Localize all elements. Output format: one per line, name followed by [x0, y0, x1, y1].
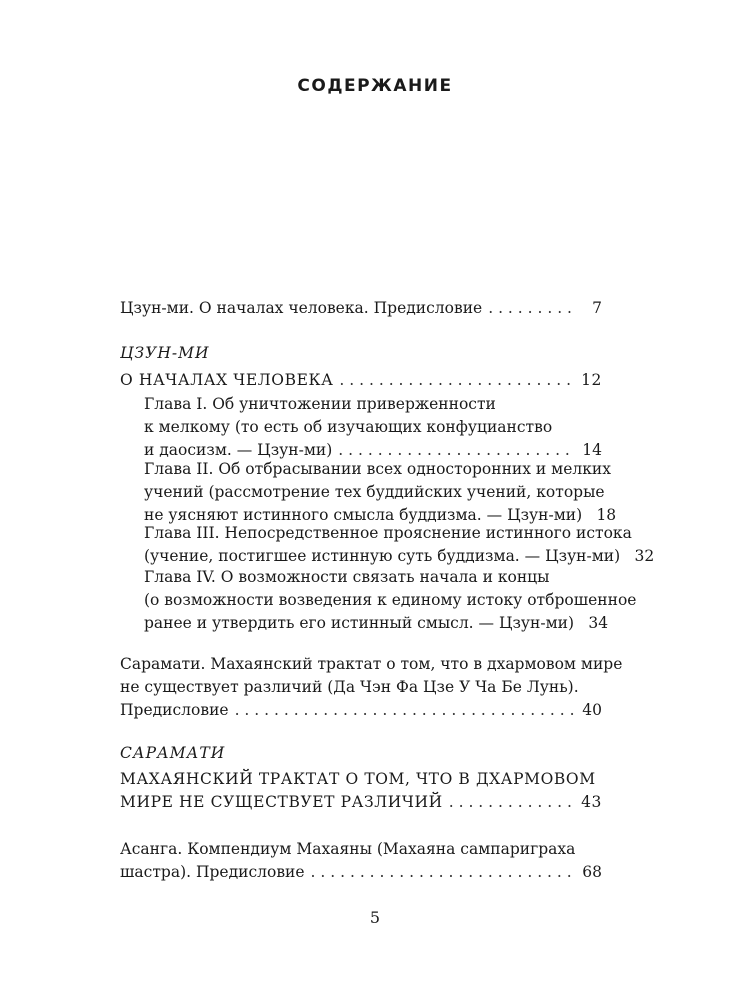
- page-title: СОДЕРЖАНИЕ: [297, 76, 453, 96]
- toc-entry-text: МАХАЯНСКИЙ ТРАКТАТ О ТОМ, ЧТО В ДХАРМОВОМ: [120, 770, 596, 788]
- toc-entry-text: Глава III. Непосредственное прояснение истинного истока: [144, 524, 632, 542]
- toc-entry-text: Предисловие: [120, 701, 229, 719]
- toc-entry-chapter-3[interactable]: [144, 522, 655, 568]
- toc-page-number: 32: [634, 547, 655, 565]
- toc-entry-text: к мелкому (то есть об изучающих конфуцианство: [144, 418, 553, 436]
- toc-entry-text: и даосизм. — Цзун-ми): [144, 441, 333, 459]
- toc-entry-text: Сарамати. Махаянский трактат о том, что в дхармовом мире: [120, 655, 623, 673]
- section-heading-tsungmi: ЦЗУН-МИ: [120, 344, 210, 362]
- toc-page-number: 14: [582, 441, 602, 459]
- toc-entry-text: (о возможности возведения к единому истоку отброшенное: [144, 591, 637, 609]
- toc-entry-asanga-preface[interactable]: [120, 838, 602, 884]
- dot-leader: [311, 861, 574, 884]
- toc-entry-chapter-1[interactable]: [144, 393, 602, 462]
- toc-entry-text: не существует различий (Да Чэн Фа Цзе У Ча Бе Лунь).: [120, 678, 579, 696]
- toc-entry-text: учений (рассмотрение тех буддийских учений, которые: [144, 483, 605, 501]
- toc-entry-text: Цзун-ми. О началах человека. Предисловие: [120, 299, 483, 317]
- toc-entry-text: ранее и утвердить его истинный смысл. — Цзун-ми): [144, 614, 575, 632]
- dot-leader: [235, 699, 574, 722]
- toc-entry-text: Глава I. Об уничтожении приверженности: [144, 395, 496, 413]
- dot-leader: [488, 297, 574, 320]
- toc-entry-text: О НАЧАЛАХ ЧЕЛОВЕКА: [120, 371, 334, 389]
- toc-entry-tsungmi-preface[interactable]: [120, 297, 602, 320]
- toc-entry-text: Глава II. Об отбрасывании всех односторонних и мелких: [144, 460, 611, 478]
- toc-entry-saramati-preface[interactable]: [120, 653, 623, 722]
- toc-entry-mahayana-treatise[interactable]: [120, 768, 602, 814]
- toc-page-number: 12: [581, 371, 602, 389]
- toc-page-number: 7: [592, 299, 602, 317]
- page-number: 5: [369, 908, 381, 927]
- toc-page-number: 68: [582, 863, 602, 881]
- toc-page-number: 40: [582, 701, 602, 719]
- section-heading-saramati: САРАМАТИ: [120, 744, 226, 762]
- toc-entry-text: Асанга. Компендиум Махаяны (Махаяна сампариграха: [120, 840, 576, 858]
- toc-entry-chapter-4[interactable]: [144, 566, 637, 635]
- toc-entry-text: (учение, постигшее истинную суть буддизма. — Цзун-ми): [144, 547, 621, 565]
- toc-entry-text: МИРЕ НЕ СУЩЕСТВУЕТ РАЗЛИЧИЙ: [120, 793, 443, 811]
- toc-entry-text: Глава IV. О возможности связать начала и концы: [144, 568, 550, 586]
- dot-leader: [339, 369, 574, 392]
- dot-leader: [449, 791, 574, 814]
- toc-page-number: 18: [596, 506, 617, 524]
- toc-entry-origins-of-man[interactable]: [120, 369, 602, 392]
- toc-entry-text: шастра). Предисловие: [120, 863, 305, 881]
- toc-page-number: 43: [581, 793, 602, 811]
- toc-entry-text: не уясняют истинного смысла буддизма. — Цзун-ми): [144, 506, 583, 524]
- toc-entry-chapter-2[interactable]: [144, 458, 617, 527]
- toc-page-number: 34: [588, 614, 609, 632]
